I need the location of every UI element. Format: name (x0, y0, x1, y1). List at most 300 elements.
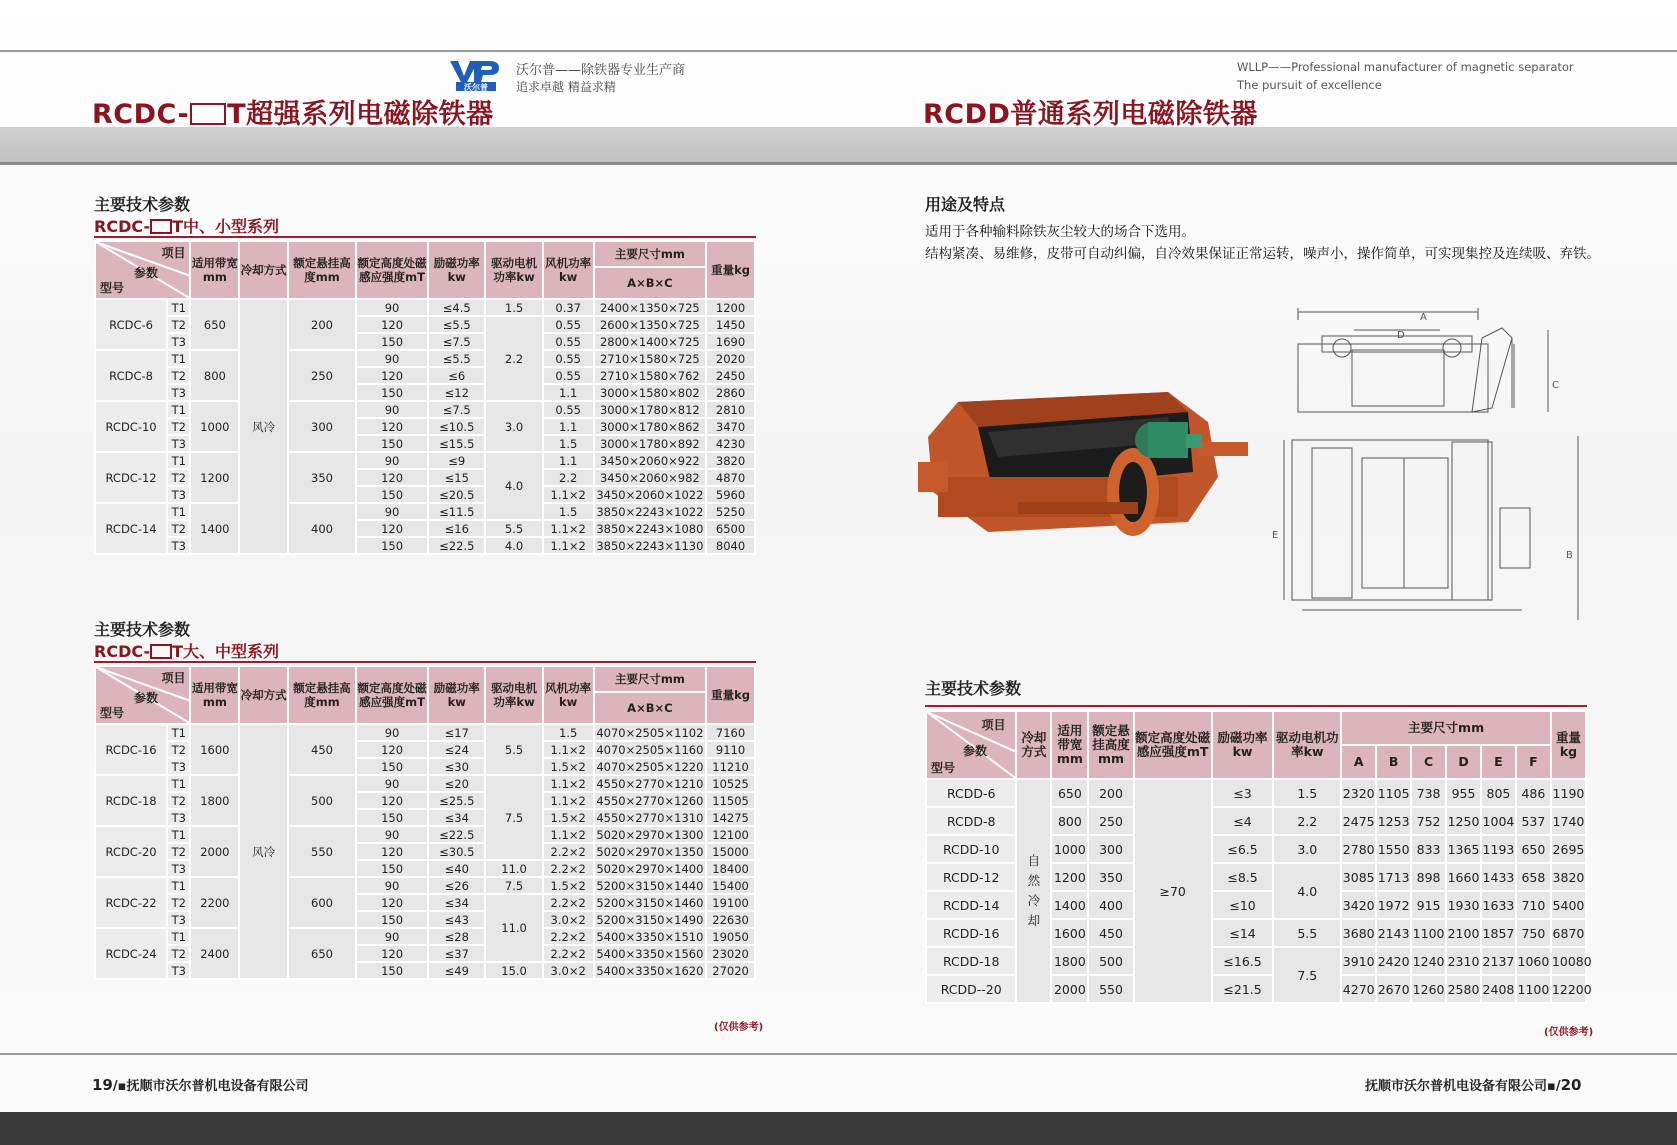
type-cell: T3 (167, 333, 190, 350)
width-cell: 1400 (190, 503, 239, 554)
excite-cell: ≤26 (428, 877, 485, 894)
dims-cell: 2600×1350×725 (594, 316, 706, 333)
weight-cell: 1690 (706, 333, 755, 350)
fan-cell: 2.2×2 (543, 860, 594, 877)
excite-cell: ≤24 (428, 741, 485, 758)
header-dim-letter: F (1516, 745, 1551, 779)
model-cell: RCDC-20 (95, 826, 167, 877)
drive-cell: 5.5 (1273, 919, 1341, 947)
dims-cell: 4550×2770×1210 (594, 775, 706, 792)
type-cell: T2 (167, 894, 190, 911)
field-cell: 150 (356, 911, 428, 928)
field-cell: 120 (356, 469, 428, 486)
excite-cell: ≤6 (428, 367, 485, 384)
fan-cell: 1.1×2 (543, 520, 594, 537)
header-cooling: 冷却方式 (239, 666, 288, 724)
dim-cell: 805 (1481, 779, 1516, 807)
weight-cell: 6500 (706, 520, 755, 537)
dim-cell: 1550 (1376, 835, 1411, 863)
table-row (95, 503, 755, 520)
dims-cell: 4070×2505×1160 (594, 741, 706, 758)
header-model: 型号 (100, 706, 125, 720)
drive-cell: 3.0 (485, 401, 542, 452)
weight-cell: 2450 (706, 367, 755, 384)
dim-cell: 1004 (1481, 807, 1516, 835)
weight-cell: 2810 (706, 401, 755, 418)
dim-cell: 1930 (1446, 891, 1481, 919)
dim-cell: 1857 (1481, 919, 1516, 947)
header-field: 额定高度处磁感应强度mT (356, 666, 428, 724)
excite-cell: ≤22.5 (428, 826, 485, 843)
header-width: 适用带宽mm (190, 241, 239, 299)
header-cooling: 冷却方式 (239, 241, 288, 299)
fan-cell: 1.5 (543, 503, 594, 520)
height-cell: 200 (288, 299, 356, 350)
model-cell: RCDC-8 (95, 350, 167, 401)
dim-cell: 1105 (1376, 779, 1411, 807)
table-row (95, 299, 755, 316)
dim-cell: 2670 (1376, 975, 1411, 1003)
excite-cell: ≤11.5 (428, 503, 485, 520)
dim-cell: 4270 (1341, 975, 1376, 1003)
field-cell: 90 (356, 826, 428, 843)
width-cell: 2000 (190, 826, 239, 877)
dim-cell: 1100 (1516, 975, 1551, 1003)
fan-cell: 2.2×2 (543, 928, 594, 945)
height-cell: 500 (288, 775, 356, 826)
fan-cell: 1.5 (543, 724, 594, 741)
model-cell: RCDD-6 (926, 779, 1016, 807)
field-cell: 150 (356, 962, 428, 979)
model-cell: RCDC-10 (95, 401, 167, 452)
dim-d-label: D (1397, 330, 1405, 341)
field-cell: 120 (356, 316, 428, 333)
field-cell: 120 (356, 520, 428, 537)
dims-cell: 3450×2060×982 (594, 469, 706, 486)
drive-cell: 4.0 (485, 537, 542, 554)
type-cell: T1 (167, 503, 190, 520)
dim-cell: 738 (1411, 779, 1446, 807)
weight-cell: 9110 (706, 741, 755, 758)
model-cell: RCDD-18 (926, 947, 1016, 975)
fan-cell: 0.55 (543, 333, 594, 350)
dim-cell: 833 (1411, 835, 1446, 863)
field-cell: 150 (356, 809, 428, 826)
width-cell: 1800 (1051, 947, 1088, 975)
left-page-title (92, 92, 494, 131)
fan-cell: 2.2×2 (543, 894, 594, 911)
excite-cell: ≤7.5 (428, 333, 485, 350)
weight-cell: 1200 (706, 299, 755, 316)
field-cell: 90 (356, 452, 428, 469)
fan-cell: 1.1×2 (543, 537, 594, 554)
width-cell: 2400 (190, 928, 239, 979)
fan-cell: 3.0×2 (543, 962, 594, 979)
excite-cell: ≤49 (428, 962, 485, 979)
header-dims-sub: A×B×C (594, 267, 706, 299)
weight-cell: 15400 (706, 877, 755, 894)
weight-cell: 8040 (706, 537, 755, 554)
right-page-title: RCDD普通系列电磁除铁器 (923, 99, 1258, 130)
dim-cell: 898 (1411, 863, 1446, 891)
left-note: (仅供参考) (714, 1022, 764, 1033)
dims-cell: 4550×2770×1260 (594, 792, 706, 809)
dims-cell: 3850×2243×1080 (594, 520, 706, 537)
type-cell: T2 (167, 741, 190, 758)
field-cell: 90 (356, 299, 428, 316)
header-item: 项目 (981, 718, 1006, 732)
height-cell: 450 (1088, 919, 1133, 947)
fan-cell: 2.2 (543, 469, 594, 486)
dims-cell: 3000×1780×892 (594, 435, 706, 452)
fan-cell: 1.5×2 (543, 758, 594, 775)
weight-cell: 7160 (706, 724, 755, 741)
field-cell: 150 (356, 486, 428, 503)
drive-cell: 3.0 (1273, 835, 1341, 863)
fan-cell: 0.55 (543, 316, 594, 333)
model-cell: RCDC-6 (95, 299, 167, 350)
width-cell: 1400 (1051, 891, 1088, 919)
dim-cell: 2580 (1446, 975, 1481, 1003)
field-cell: 150 (356, 435, 428, 452)
excite-cell: ≤21.5 (1212, 975, 1274, 1003)
type-cell: T3 (167, 962, 190, 979)
dim-cell: 2420 (1376, 947, 1411, 975)
magnetic-separator-photo (918, 382, 1253, 552)
field-cell: 120 (356, 741, 428, 758)
dim-cell: 3085 (1341, 863, 1376, 891)
weight-cell: 3470 (706, 418, 755, 435)
footer-sep-left: /▪ (112, 1079, 127, 1094)
type-cell: T2 (167, 469, 190, 486)
type-cell: T1 (167, 928, 190, 945)
rcdc-large-table (94, 665, 756, 980)
dims-cell: 3450×2060×922 (594, 452, 706, 469)
slogan-cn: 追求卓越 精益求精 (516, 80, 616, 94)
field-cell: 150 (356, 333, 428, 350)
dim-cell: 2320 (1341, 779, 1376, 807)
rcdc-small-table (94, 240, 756, 555)
width-cell: 1600 (190, 724, 239, 775)
width-cell: 1000 (1051, 835, 1088, 863)
type-cell: T1 (167, 877, 190, 894)
weight-cell: 2860 (706, 384, 755, 401)
header-diagonal-cell (926, 711, 1016, 779)
weight-cell: 19100 (706, 894, 755, 911)
dim-cell: 537 (1516, 807, 1551, 835)
height-cell: 600 (288, 877, 356, 928)
field-cell: 90 (356, 401, 428, 418)
excite-cell: ≤22.5 (428, 537, 485, 554)
uses-line2: 结构紧凑、易维修，皮带可自动纠偏，自冷效果保证正常运转，噪声小，操作简单，可实现集控及连续吸、弃铁。 (925, 246, 1600, 262)
header-dims: 主要尺寸mm (1341, 711, 1551, 745)
drive-cell: 7.5 (1273, 947, 1341, 1003)
fan-cell: 1.1×2 (543, 486, 594, 503)
model-cell: RCDC-12 (95, 452, 167, 503)
width-cell: 1000 (190, 401, 239, 452)
weight-cell: 14275 (706, 809, 755, 826)
header-dim-letter: C (1411, 745, 1446, 779)
rcdd-table (925, 710, 1592, 1004)
footer-rule (0, 1053, 1677, 1055)
fan-cell: 2.2×2 (543, 843, 594, 860)
weight-cell: 4230 (706, 435, 755, 452)
sub1-pre: RCDC- (94, 217, 151, 236)
height-cell: 350 (288, 452, 356, 503)
height-cell: 500 (1088, 947, 1133, 975)
excite-cell: ≤5.5 (428, 350, 485, 367)
excite-cell: ≤4 (1212, 807, 1274, 835)
header-fan: 风机功率kw (543, 666, 594, 724)
width-cell: 1800 (190, 775, 239, 826)
dim-cell: 1633 (1481, 891, 1516, 919)
header-weight: 重量kg (706, 241, 755, 299)
type-cell: T1 (167, 452, 190, 469)
type-cell: T3 (167, 435, 190, 452)
dim-cell: 3680 (1341, 919, 1376, 947)
height-cell: 550 (1088, 975, 1133, 1003)
fan-cell: 0.37 (543, 299, 594, 316)
fan-cell: 1.1×2 (543, 741, 594, 758)
sub2-blank-box (150, 644, 172, 659)
dim-cell: 1260 (1411, 975, 1446, 1003)
width-cell: 650 (1051, 779, 1088, 807)
dims-cell: 2710×1580×725 (594, 350, 706, 367)
dim-cell: 2780 (1341, 835, 1376, 863)
height-cell: 550 (288, 826, 356, 877)
excite-cell: ≤9 (428, 452, 485, 469)
footer-left (92, 1075, 308, 1094)
field-cell: 90 (356, 928, 428, 945)
weight-cell: 10525 (706, 775, 755, 792)
header-excite: 励磁功率kw (428, 241, 485, 299)
weight-cell: 3820 (706, 452, 755, 469)
header-height: 额定悬挂高度mm (288, 666, 356, 724)
fan-cell: 0.55 (543, 350, 594, 367)
dim-cell: 486 (1516, 779, 1551, 807)
header-weight: 重量kg (1551, 711, 1586, 779)
dim-cell: 2100 (1446, 919, 1481, 947)
field-cell: 150 (356, 860, 428, 877)
weight-cell: 11210 (706, 758, 755, 775)
header-field: 额定高度处磁感应强度mT (1134, 711, 1212, 779)
drive-cell: 15.0 (485, 962, 542, 979)
model-cell: RCDC-14 (95, 503, 167, 554)
dims-cell: 5200×3150×1490 (594, 911, 706, 928)
dim-e-label: E (1272, 530, 1279, 541)
header-excite: 励磁功率kw (1212, 711, 1274, 779)
left-sub2-heading (94, 639, 279, 662)
weight-cell: 12100 (706, 826, 755, 843)
model-cell: RCDC-22 (95, 877, 167, 928)
height-cell: 300 (288, 401, 356, 452)
weight-cell: 2020 (706, 350, 755, 367)
field-cell: 90 (356, 503, 428, 520)
field-cell: 150 (356, 384, 428, 401)
right-section-heading: 主要技术参数 (925, 679, 1022, 698)
excite-cell: ≤6.5 (1212, 835, 1274, 863)
excite-cell: ≤43 (428, 911, 485, 928)
height-cell: 200 (1088, 779, 1133, 807)
fan-cell: 1.1 (543, 452, 594, 469)
field-cell: 90 (356, 877, 428, 894)
model-cell: RCDD--20 (926, 975, 1016, 1003)
fan-cell: 1.1 (543, 418, 594, 435)
dims-cell: 5020×2970×1400 (594, 860, 706, 877)
weight-cell: 1740 (1551, 807, 1586, 835)
dims-cell: 2400×1350×725 (594, 299, 706, 316)
type-cell: T2 (167, 945, 190, 962)
excite-cell: ≤4.5 (428, 299, 485, 316)
dims-cell: 5400×3350×1510 (594, 928, 706, 945)
dims-cell: 3850×2243×1022 (594, 503, 706, 520)
brand-en: WLLP——Professional manufacturer of magnetic separator (1237, 60, 1574, 74)
type-cell: T1 (167, 299, 190, 316)
right-note: (仅供参考) (1544, 1027, 1594, 1038)
weight-cell: 22630 (706, 911, 755, 928)
weight-cell: 18400 (706, 860, 755, 877)
model-cell: RCDC-18 (95, 775, 167, 826)
drive-cell: 2.2 (1273, 807, 1341, 835)
header-height: 额定悬挂高度mm (1088, 711, 1133, 779)
left-page-number: 19 (92, 1076, 113, 1094)
title-blank-box (190, 103, 226, 125)
header-diagonal-cell (95, 666, 190, 724)
table-row (95, 775, 755, 792)
excite-cell: ≤16.5 (1212, 947, 1274, 975)
header-width: 适用带宽mm (190, 666, 239, 724)
dim-cell: 2408 (1481, 975, 1516, 1003)
type-cell: T2 (167, 520, 190, 537)
header-height: 额定悬挂高度mm (288, 241, 356, 299)
table-row (95, 928, 755, 945)
sub1-post: T中、小型系列 (172, 217, 280, 236)
field-cell: 150 (356, 537, 428, 554)
excite-cell: ≤40 (428, 860, 485, 877)
dim-cell: 1100 (1411, 919, 1446, 947)
dims-cell: 4070×2505×1102 (594, 724, 706, 741)
weight-cell: 12200 (1551, 975, 1586, 1003)
fan-cell: 1.1×2 (543, 826, 594, 843)
table-row (95, 724, 755, 741)
header-cooling: 冷却方式 (1016, 711, 1051, 779)
dim-cell: 1433 (1481, 863, 1516, 891)
excite-cell: ≤20.5 (428, 486, 485, 503)
width-cell: 1200 (190, 452, 239, 503)
model-cell: RCDD-12 (926, 863, 1016, 891)
cooling-cell: 自然冷却 (1016, 779, 1051, 1003)
width-cell: 650 (190, 299, 239, 350)
width-cell: 2200 (190, 877, 239, 928)
header-width: 适用带宽mm (1051, 711, 1088, 779)
dim-cell: 710 (1516, 891, 1551, 919)
dim-cell: 1972 (1376, 891, 1411, 919)
header-excite: 励磁功率kw (428, 666, 485, 724)
sub2-post: T大、中型系列 (172, 642, 280, 661)
excite-cell: ≤30.5 (428, 843, 485, 860)
field-cell: 120 (356, 945, 428, 962)
right-page-number: 20 (1560, 1076, 1582, 1094)
dim-cell: 752 (1411, 807, 1446, 835)
weight-cell: 5960 (706, 486, 755, 503)
dim-cell: 1713 (1376, 863, 1411, 891)
weight-cell: 27020 (706, 962, 755, 979)
dims-cell: 3000×1780×862 (594, 418, 706, 435)
model-cell: RCDD-14 (926, 891, 1016, 919)
model-cell: RCDC-24 (95, 928, 167, 979)
excite-cell: ≤28 (428, 928, 485, 945)
height-cell: 250 (1088, 807, 1133, 835)
footer-right (1365, 1075, 1581, 1094)
excite-cell: ≤37 (428, 945, 485, 962)
model-cell: RCDD-16 (926, 919, 1016, 947)
excite-cell: ≤30 (428, 758, 485, 775)
excite-cell: ≤14 (1212, 919, 1274, 947)
fan-cell: 1.5×2 (543, 809, 594, 826)
dim-cell: 3910 (1341, 947, 1376, 975)
header-dims-sub: A×B×C (594, 692, 706, 724)
dim-cell: 1240 (1411, 947, 1446, 975)
wlp-logo-icon (448, 58, 500, 92)
sub1-blank-box (150, 219, 172, 234)
table-row (95, 401, 755, 418)
height-cell: 250 (288, 350, 356, 401)
table-row (95, 350, 755, 367)
excite-cell: ≤34 (428, 809, 485, 826)
dims-cell: 3850×2243×1130 (594, 537, 706, 554)
top-rule (0, 50, 1677, 52)
drive-cell: 5.5 (485, 724, 542, 775)
type-cell: T2 (167, 367, 190, 384)
fan-cell: 1.5×2 (543, 877, 594, 894)
excite-cell: ≤16 (428, 520, 485, 537)
dims-cell: 5400×3350×1620 (594, 962, 706, 979)
weight-cell: 3820 (1551, 863, 1586, 891)
header-fan: 风机功率kw (543, 241, 594, 299)
drive-cell: 11.0 (485, 860, 542, 877)
type-cell: T2 (167, 792, 190, 809)
weight-cell: 19050 (706, 928, 755, 945)
excite-cell: ≤8.5 (1212, 863, 1274, 891)
type-cell: T1 (167, 401, 190, 418)
type-cell: T3 (167, 486, 190, 503)
weight-cell: 11505 (706, 792, 755, 809)
cooling-cell: 风冷 (239, 724, 288, 979)
excite-cell: ≤15.5 (428, 435, 485, 452)
dim-cell: 2310 (1446, 947, 1481, 975)
excite-cell: ≤5.5 (428, 316, 485, 333)
header-dim-letter: E (1481, 745, 1516, 779)
left-title-post: T超强系列电磁除铁器 (227, 99, 494, 130)
dim-cell: 915 (1411, 891, 1446, 919)
excite-cell: ≤20 (428, 775, 485, 792)
fan-cell: 1.1 (543, 384, 594, 401)
width-cell: 800 (190, 350, 239, 401)
model-cell: RCDC-16 (95, 724, 167, 775)
excite-cell: ≤17 (428, 724, 485, 741)
dim-cell: 750 (1516, 919, 1551, 947)
weight-cell: 15000 (706, 843, 755, 860)
dims-cell: 5400×3350×1560 (594, 945, 706, 962)
fan-cell: 0.55 (543, 401, 594, 418)
drive-cell: 4.0 (1273, 863, 1341, 919)
field-cell: 90 (356, 350, 428, 367)
dim-cell: 650 (1516, 835, 1551, 863)
dims-cell: 5020×2970×1300 (594, 826, 706, 843)
drive-cell: 7.5 (485, 877, 542, 894)
header-diagonal-cell (95, 241, 190, 299)
type-cell: T3 (167, 537, 190, 554)
